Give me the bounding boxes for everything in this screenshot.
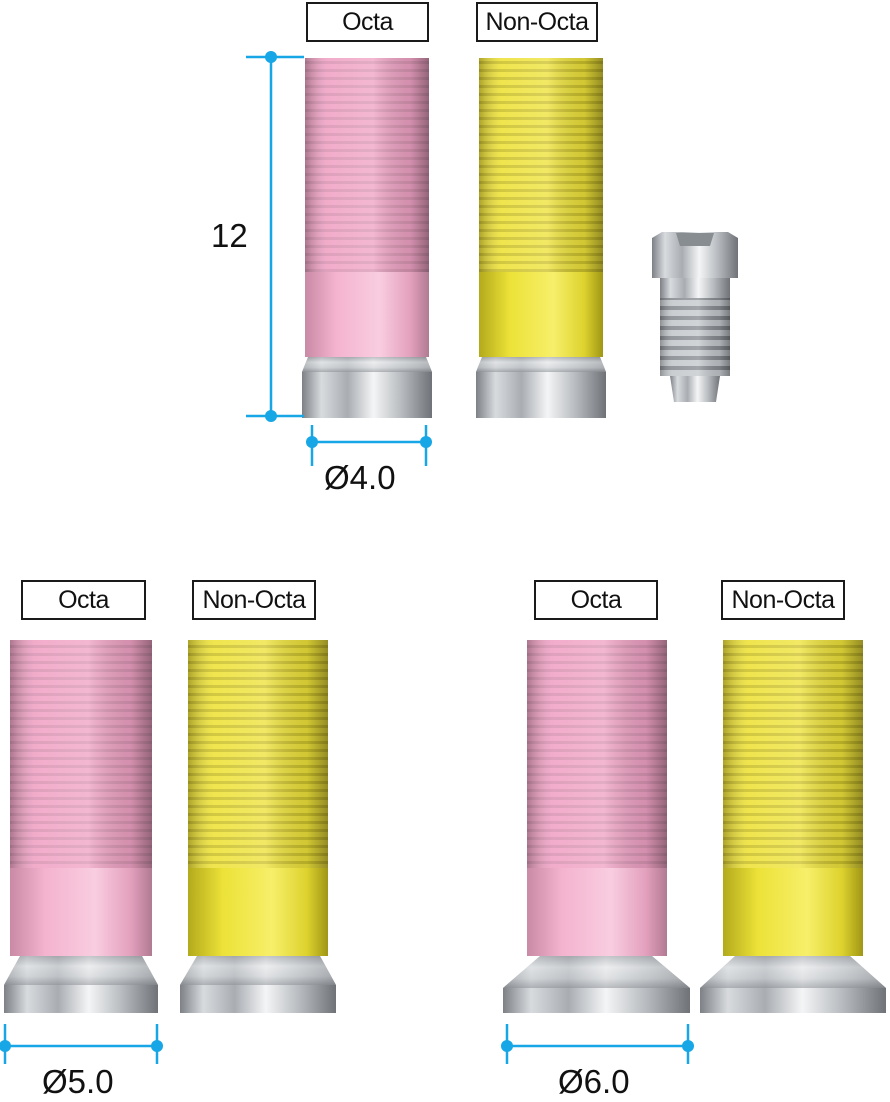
octa-abutment-d50 bbox=[4, 640, 158, 1013]
diameter-d60-text: Ø6.0 bbox=[558, 1063, 630, 1100]
octa-label-d60: Octa bbox=[534, 580, 658, 620]
height-dimension-text: 12 bbox=[211, 217, 248, 254]
octa-label-d50: Octa bbox=[21, 580, 146, 620]
non-octa-abutment-d60 bbox=[700, 640, 886, 1013]
diameter-d40-line bbox=[306, 425, 432, 466]
non-octa-abutment-d50 bbox=[180, 640, 336, 1013]
non-octa-label-d60: Non-Octa bbox=[721, 580, 845, 620]
non-octa-label-d50: Non-Octa bbox=[192, 580, 316, 620]
diameter-d60-line bbox=[501, 1024, 694, 1064]
octa-label-d40: Octa bbox=[306, 2, 429, 42]
octa-abutment-d60 bbox=[503, 640, 690, 1013]
diameter-d40-text: Ø4.0 bbox=[324, 459, 396, 496]
octa-abutment-d40 bbox=[302, 58, 432, 418]
diameter-d50-line bbox=[0, 1024, 163, 1064]
non-octa-abutment-d40 bbox=[476, 58, 606, 418]
diameter-d50-text: Ø5.0 bbox=[42, 1063, 114, 1100]
abutment-screw bbox=[652, 232, 738, 402]
non-octa-label-d40: Non-Octa bbox=[476, 2, 598, 42]
height-dimension-line bbox=[246, 51, 304, 422]
